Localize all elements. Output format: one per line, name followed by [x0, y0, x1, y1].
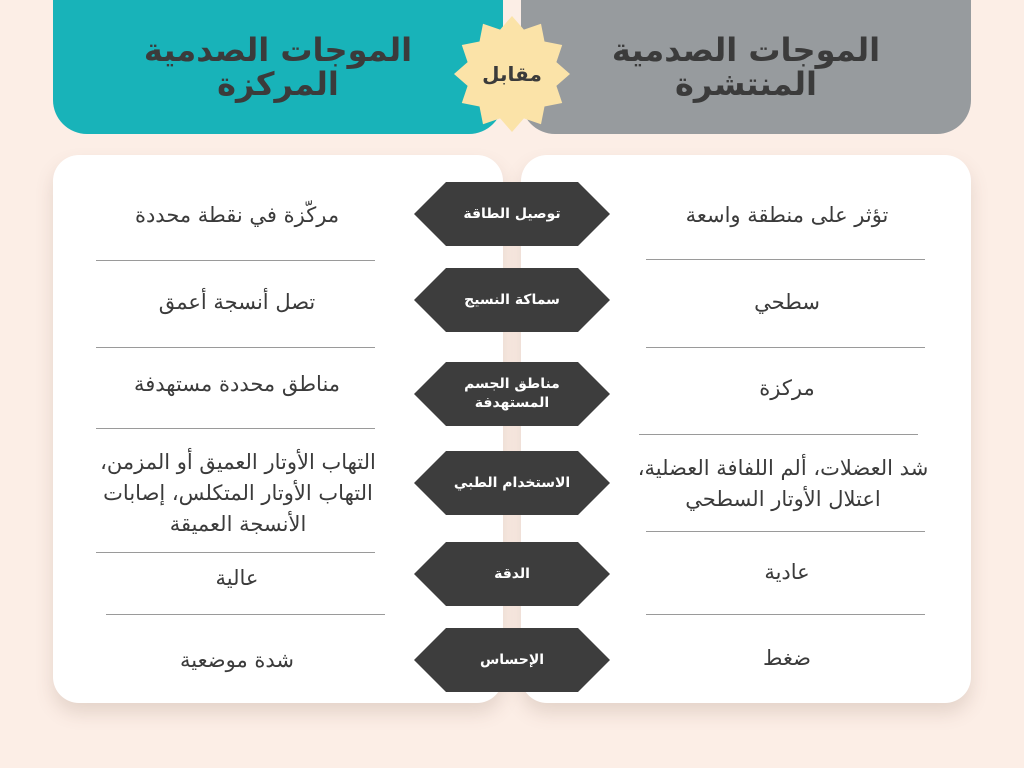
focused-tissue-depth: تصل أنسجة أعمق: [158, 289, 316, 314]
versus-label: مقابل: [482, 62, 542, 86]
radial-shockwave-header: [521, 0, 971, 134]
radial-precision: عادية: [764, 559, 810, 584]
category-label: الاستخدام الطبي: [453, 474, 571, 491]
radial-target-areas: مركزة: [759, 375, 815, 400]
radial-sensation: ضغط: [763, 645, 811, 670]
row-divider: [646, 259, 925, 260]
row-divider: [96, 347, 375, 348]
row-divider: [646, 531, 925, 532]
focused-target-areas: مناطق محددة مستهدفة: [133, 371, 341, 396]
row-divider: [96, 428, 375, 429]
category-tissue-depth: [414, 268, 610, 332]
row-divider: [639, 434, 918, 435]
radial-medical-use: شد العضلات، ألم اللفافة العضلية، اعتلال الأوتار السطحي: [637, 456, 929, 511]
focused-shockwave-title: الموجات الصدمية المركزة: [143, 31, 413, 103]
category-medical-use: [414, 451, 610, 515]
row-divider: [646, 614, 925, 615]
category-label: الدقة: [494, 565, 530, 582]
category-label: مناطق الجسم المستهدفة: [464, 376, 560, 411]
category-sensation: [414, 628, 610, 692]
focused-energy-delivery: مركّزة في نقطة محددة: [134, 202, 340, 227]
category-label: سماكة النسيج: [464, 291, 560, 308]
focused-shockwave-header: [53, 0, 503, 134]
row-divider: [646, 347, 925, 348]
category-energy-delivery: [414, 182, 610, 246]
focused-precision: عالية: [215, 565, 259, 590]
category-label: الإحساس: [479, 651, 545, 668]
versus-badge: [452, 14, 572, 134]
row-divider: [96, 260, 375, 261]
radial-shockwave-title: الموجات الصدمية المنتشرة: [611, 31, 881, 103]
focused-sensation: شدة موضعية: [180, 647, 294, 672]
category-precision: [414, 542, 610, 606]
radial-tissue-depth: سطحي: [754, 289, 820, 314]
focused-medical-use: التهاب الأوتار العميق أو المزمن، التهاب الأوتار المتكلس، إصابات الأنسجة العميقة: [100, 449, 376, 536]
category-label: توصيل الطاقة: [463, 205, 561, 222]
row-divider: [106, 614, 385, 615]
category-target-areas: [414, 362, 610, 426]
radial-energy-delivery: تؤثر على منطقة واسعة: [685, 202, 889, 227]
